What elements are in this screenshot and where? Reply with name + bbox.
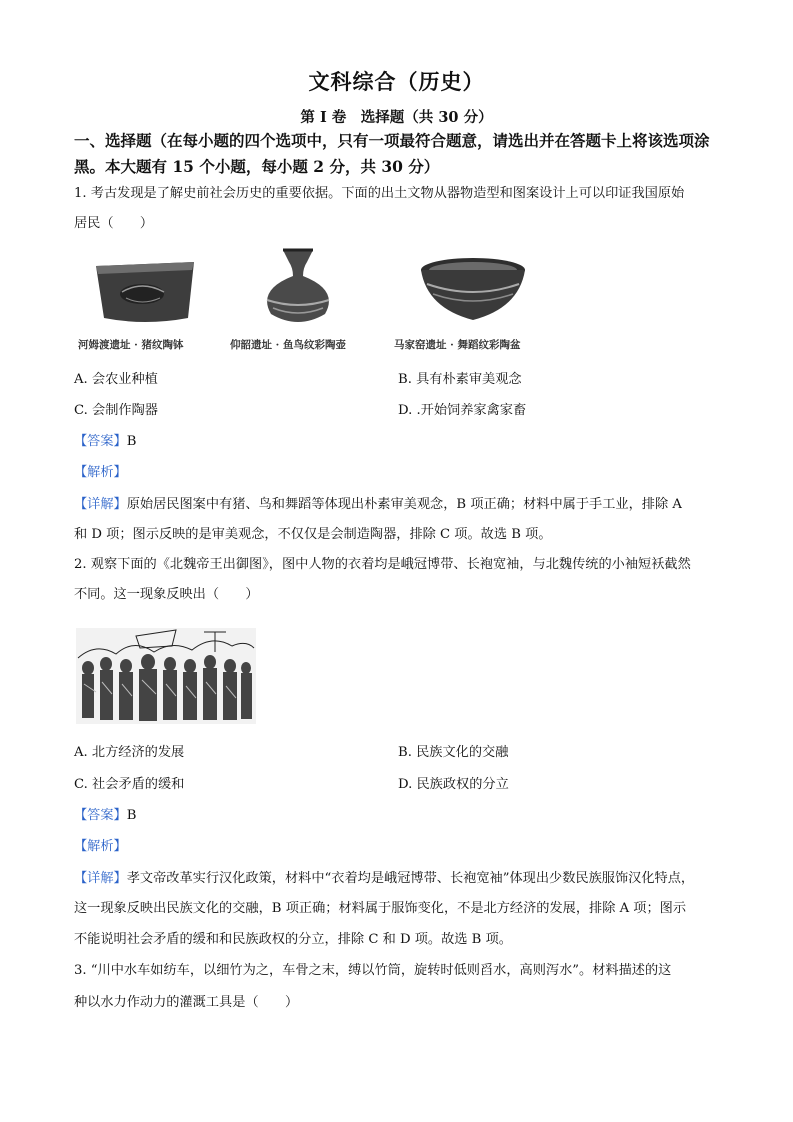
- q2-answer: [74, 806, 136, 826]
- q1-answer: [74, 432, 136, 452]
- northern-wei-emperor-procession-image: [76, 628, 256, 724]
- page-title: 文科综合（历史）: [308, 69, 485, 94]
- q2-option-b: B. 民族文化的交融: [398, 745, 509, 760]
- q1-option-c: C. 会制作陶器: [74, 403, 158, 418]
- answer-tag: 【答案】: [74, 434, 127, 449]
- q1-option-b: B. 具有朴素审美观念: [398, 372, 522, 387]
- answer-value: B: [126, 808, 137, 823]
- q2-option-a: A. 北方经济的发展: [74, 745, 185, 760]
- q2-option-c: C. 社会矛盾的缓和: [74, 777, 185, 792]
- q1-option-d: D. .开始饲养家禽家畜: [398, 403, 527, 418]
- q2-detail-line1: [74, 864, 724, 894]
- q2-option-d: D. 民族政权的分立: [398, 777, 509, 792]
- fish-bird-pot-image: [253, 246, 343, 332]
- section-heading: 一、选择题（在每小题的四个选项中，只有一项最符合题意，请选出并在答题卡上将该选项涂黑。本大题有 15 个小题，每小题 2 分，共 30 分）: [74, 131, 710, 176]
- q1-caption-3: 马家窑遗址 · 舞蹈纹彩陶盆: [394, 339, 521, 351]
- q2-detail-line3: 不能说明社会矛盾的缓和和民族政权的分立，排除 C 和 D 项。故选 B 项。: [74, 932, 512, 947]
- dance-pattern-basin-image: [417, 254, 529, 324]
- q1-analysis-tag: 【解析】: [74, 465, 127, 480]
- q1-stem-line1: 1. 考古发现是了解史前社会历史的重要依据。下面的出土文物从器物造型和图案设计上可以印证我国原始: [74, 186, 685, 201]
- detail-tag: 【详解】: [74, 497, 127, 512]
- detail-text: 孝文帝改革实行汉化政策，材料中“衣着均是峨冠博带、长袍宽袖”体现出少数民族服饰汉化特点，: [126, 871, 695, 886]
- q1-option-a: A. 会农业种植: [74, 372, 158, 387]
- q1-caption-2: 仰韶遗址 · 鱼鸟纹彩陶壶: [230, 339, 346, 351]
- q2-analysis-tag: 【解析】: [74, 839, 127, 854]
- q1-detail-line2: 和 D 项；图示反映的是审美观念，不仅仅是会制造陶器，排除 C 项。故选 B 项。: [74, 527, 552, 542]
- q2-stem-line2: 不同。这一现象反映出（ ）: [74, 587, 259, 602]
- part-heading: 第 I 卷 选择题（共 30 分）: [300, 109, 493, 126]
- answer-value: B: [126, 434, 137, 449]
- q3-stem-line1: 3. “川中水车如纺车，以细竹为之，车骨之末，缚以竹筒，旋转时低则舀水，高则泻水”。材料描述的这: [74, 963, 672, 978]
- q3-stem-line2: 种以水力作动力的灌溉工具是（ ）: [74, 995, 299, 1010]
- q1-stem-line2: 居民（ ）: [74, 216, 154, 231]
- pig-pattern-bowl-image: [90, 256, 200, 328]
- q2-detail-line2: 这一现象反映出民族文化的交融，B 项正确；材料属于服饰变化，不是北方经济的发展，排除 A 项；图示: [74, 901, 687, 916]
- q1-detail-line1: [74, 490, 724, 520]
- detail-tag: 【详解】: [74, 871, 127, 886]
- detail-text: 原始居民图案中有猪、鸟和舞蹈等体现出朴素审美观念，B 项正确；材料中属于手工业，排除 A: [126, 497, 682, 512]
- q2-stem-line1: 2. 观察下面的《北魏帝王出御图》，图中人物的衣着均是峨冠博带、长袍宽袖，与北魏传统的小袖短袄截然: [74, 557, 691, 572]
- q1-caption-1: 河姆渡遗址 · 猪纹陶钵: [78, 339, 184, 351]
- answer-tag: 【答案】: [74, 808, 127, 823]
